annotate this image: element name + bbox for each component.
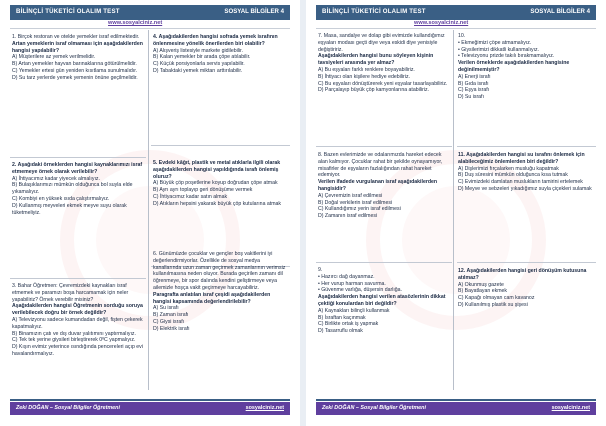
column-divider <box>453 30 454 390</box>
question-stem: 11. Aşağıdakilerden hangisi su israfını önlemek için alabileceğimiz önlemlerden biri değildir? <box>458 152 585 165</box>
divider <box>457 262 596 263</box>
option-d[interactable]: D) Zamanın israf edilmesi <box>318 213 378 220</box>
bullet-item: • Güvenme varlığa, düşersin darlığa. <box>318 287 403 294</box>
page-right <box>306 0 606 426</box>
option-d[interactable]: D) Parçalayıp büyük çöp kamyonlarına atabiliriz. <box>318 87 430 94</box>
website-link[interactable]: www.sosyalciniz.net <box>414 20 469 26</box>
bullet-item: • Her vurup harman savurma. <box>318 280 386 287</box>
header-bar <box>10 5 290 20</box>
option-c[interactable]: C) Eşya israfı <box>458 87 490 94</box>
option-a[interactable]: A) Televizyonu sadece kumandadan değil, fişten çekerek kapatmalıyız. <box>12 316 143 330</box>
divider <box>316 146 452 147</box>
question-3 <box>12 283 144 358</box>
question-5 <box>153 160 288 208</box>
option-a[interactable]: A) Müşterilere az yemek verilmelidir. <box>12 54 96 61</box>
question-stem: 7. Masa, sandalye ve dolap gibi evimizde kullandığımız eşyaları modası geçti diye veya eskidi diye yenisiyle değiştiririz. <box>318 33 445 53</box>
footer-accent <box>10 399 290 401</box>
bullet-item: • Hazırcı dağ dayanmaz. <box>318 273 375 280</box>
bullet-item: • Giysilerimizi dikkatli kullanmalıyız. <box>458 46 540 53</box>
question-1 <box>12 34 144 82</box>
option-a[interactable]: A) Çevremizin israf edilmesi <box>318 192 383 199</box>
footer-bar <box>10 402 290 415</box>
option-d[interactable]: D) Tasarruflu olmak <box>318 328 363 335</box>
question-number: 10. <box>458 33 466 39</box>
column-divider <box>148 30 149 390</box>
option-c[interactable]: C) Birlikte ortak iş yapmak <box>318 321 379 328</box>
option-b[interactable]: B) Binamızın çatı ve dış duvar yalıtımını yaptırmalıyız. <box>12 330 136 337</box>
option-a[interactable]: A) Enerji israfı <box>458 73 491 80</box>
option-b[interactable]: B) Artan yemekler hayvan barınaklarına götürülmelidir. <box>12 61 137 68</box>
divider <box>10 157 146 158</box>
option-a[interactable]: A) Büyük çöp poşetlerine koyup doğrudan çöpe atmak <box>153 180 278 187</box>
question-stem: 3. Bahar Öğretmen: Çevremizdeki kaynakları israf etmemek ve paramızı boşa harcamamak için neler yapabiliriz? Örnek verebilir misiniz? <box>12 283 129 303</box>
option-c[interactable]: C) Evimizdeki damlatan muslukların tamirini ertelemek <box>458 179 583 186</box>
question-6 <box>153 251 288 333</box>
option-b[interactable]: B) Gıda israfı <box>458 80 489 87</box>
divider <box>10 28 290 29</box>
divider <box>151 145 290 146</box>
question-prompt: Artan yemeklerin israf olmaması için aşağıdakilerden hangisi yapılabilir? <box>12 40 143 54</box>
option-a[interactable]: A) İhtiyacımız kadar yiyecek almalıyız. <box>12 175 100 182</box>
subject-label: SOSYAL BİLGİLER 4 <box>224 8 284 15</box>
option-c[interactable]: C) Küçük porsiyonlarla servis yapılabilir. <box>153 61 245 68</box>
question-9 <box>318 267 450 335</box>
page-left <box>0 0 300 426</box>
option-a[interactable]: A) Alışveriş listesiyle markete gidilebilir. <box>153 47 243 54</box>
divider <box>316 28 596 29</box>
question-prompt: Aşağıdakilerden hangisi bunu söyleyen kişinin tavsiyeleri arasında yer almaz? <box>318 53 434 67</box>
option-c[interactable]: C) Giysi israfı <box>153 318 185 325</box>
option-d[interactable]: D) Kullanmış meyveleri ekmek meyve suyu olarak tüketmeliyiz. <box>12 202 127 216</box>
bullet-item: • Ekmeğimizi çöpe atmamalıyız. <box>458 39 532 46</box>
question-stem: 4. Aşağıdakilerden hangisi sofrada yemek israfının önlenmesine yönelik önerilerden biri olabilir? <box>153 34 278 47</box>
option-c[interactable]: C) Kombiyi en yüksek ısıda çalıştırmalıyız. <box>12 195 110 202</box>
footer-link[interactable]: sosyalciniz.net <box>551 405 590 411</box>
divider <box>316 262 452 263</box>
option-d[interactable]: D) Kullanılmış plastik su şişesi <box>458 301 528 308</box>
question-10 <box>458 33 594 101</box>
question-stem: 5. Evdeki kâğıt, plastik ve metal atıklarla ilgili olarak aşağıdakilerden hangisi yapıldığında israfı önlemiş oluruz? <box>153 160 281 180</box>
option-d[interactable]: D) Elektrik israfı <box>153 325 190 332</box>
test-title: BİLİNÇLİ TÜKETİCİ OLALIM TEST <box>16 8 120 15</box>
option-a[interactable]: A) Bu eşyaları farklı renklere boyayabiliriz. <box>318 66 415 73</box>
option-b[interactable]: B) İsraftan kaçınmak <box>318 314 366 321</box>
website-link[interactable]: www.sosyalciniz.net <box>108 20 163 26</box>
question-2 <box>12 162 144 216</box>
option-d[interactable]: D) Su israfı <box>458 94 484 101</box>
option-a[interactable]: A) Okunmuş gazete <box>458 281 504 288</box>
question-stem: 2. Aşağıdaki örneklerden hangisi kaynaklarımızı israf etmemeye örnek olarak verilebilir? <box>12 162 143 175</box>
question-11 <box>458 152 594 193</box>
footer-link[interactable]: sosyalciniz.net <box>245 405 284 411</box>
subject-label: SOSYAL BİLGİLER 4 <box>530 8 590 15</box>
footer-accent <box>316 399 596 401</box>
option-b[interactable]: B) Bayatlayan ekmek <box>458 288 508 295</box>
option-b[interactable]: B) Duş süresini mümkün olduğunca kısa tutmak <box>458 172 568 179</box>
option-b[interactable]: B) Bulaşıklarımızı mümkün olduğunca bol suyla elde yıkamalıyız. <box>12 182 133 196</box>
question-7 <box>318 33 450 94</box>
question-prompt: Paragrafta anlatılan israf çeşidi aşağıdakilerden hangisi kapsamında değerlendirilebilir? <box>153 291 271 305</box>
question-stem: 8. Bazen evlerimizde ve odalarımızda hareket edecek alan kalmıyor. Çocuklar rahat bir şekilde oynayamıyor, misafirler de eşyaların fazlalığından rahat hareket edemiyor. <box>318 152 443 179</box>
option-d[interactable]: D) Atıkların hepsini yakarak büyük çöp kutularına atmak <box>153 200 282 207</box>
divider <box>10 278 146 279</box>
option-a[interactable]: A) Dişlerimizi fırçalarken musluğu kapatmak <box>458 165 559 172</box>
question-12 <box>458 268 594 309</box>
option-c[interactable]: C) Yemekler ertesi gün yeniden kısıtlama sunulmalıdır. <box>12 67 138 74</box>
question-prompt: Aşağıdakilerden hangisi Öğretmenin sorduğu soruya verilebilecek doğru bir örnek değildir? <box>12 303 143 317</box>
option-d[interactable]: D) Su tarz yerlerde yemek yemenin önüne geçilmelidir. <box>12 74 138 81</box>
option-c[interactable]: C) Bu eşyaları dönüştürerek yeni eşyalar tasarlayabiliriz. <box>318 80 448 87</box>
option-b[interactable]: B) Doğal verkilerin israf edilmesi <box>318 199 393 206</box>
question-number: 9. <box>318 267 323 273</box>
option-d[interactable]: D) Tabaktaki yemek miktarı arttırılabilir. <box>153 67 243 74</box>
question-prompt: Aşağıdakilerden hangisi verilen atasözlerinin dikkat çektiği konulardan biri değildir? <box>318 294 446 307</box>
question-prompt: Verilen örneklerde aşağıdakilerden hangisine değinilmemiştir? <box>458 60 570 73</box>
footer-bar <box>316 402 596 415</box>
option-c[interactable]: C) Kullandığımız yerin israf edilmesi <box>318 206 401 213</box>
option-b[interactable]: B) İhtiyacı olan kişilere hediye edebiliriz. <box>318 73 410 80</box>
header-bar <box>316 5 596 20</box>
divider <box>457 146 596 147</box>
option-a[interactable]: A) Kaynakları bilinçli kullanmak <box>318 307 390 314</box>
question-prompt: Verilen ifadede vurgulanan israf aşağıdakilerden hangisidir? <box>318 179 438 192</box>
question-4 <box>153 34 288 75</box>
question-stem: 12. Aşağıdakilerden hangisi geri dönüşüm kutusuna atılmaz? <box>458 268 587 281</box>
test-title: BİLİNÇLİ TÜKETİCİ OLALIM TEST <box>322 8 426 15</box>
option-b[interactable]: B) Ayrı ayrı toplayıp geri dönüşüme vermek <box>153 187 253 194</box>
option-d[interactable]: D) Meyve ve sebzeleri yıkadığımız suyla çiçekleri sulamak <box>458 185 592 192</box>
option-b[interactable]: B) Zaman israfı <box>153 312 189 319</box>
option-c[interactable]: C) Kapağı olmayan cam kavanoz <box>458 295 535 302</box>
option-a[interactable]: A) Su israfı <box>153 305 179 312</box>
author-credit: Zeki DOĞAN – Sosyal Bilgiler Öğretmeni <box>322 405 426 411</box>
option-c[interactable]: C) Tek tek yerine giysileri birleştirerek 0ºC yapmalıyız. <box>12 337 136 344</box>
question-8 <box>318 152 450 220</box>
question-stem: 1. Birçok restoran ve otelde yemekler israf edilmektedir. <box>12 34 140 40</box>
option-c[interactable]: C) İhtiyacımız kadar satın almak <box>153 193 228 200</box>
question-stem: 6. Günümüzde çocuklar ve gençler boş vakitlerini iyi değerlendirmiyorlar. Özellikle de sosyal medya kanallarında uzun zaman geçirmek zamanlarının verimsiz kullanılmasına neden oluyor. Burada geçirilen zamanı dil öğrenmeye, bir spor dalında kendini geliştirmeye veya ailemizle hoşça vakit geçirmeye harcayabiliriz. <box>153 251 286 291</box>
option-d[interactable]: D) Kışın evimiz yeterince ısındığında pencereleri açıp evi havalandırmalıyız. <box>12 344 143 357</box>
author-credit: Zeki DOĞAN – Sosyal Bilgiler Öğretmeni <box>16 405 120 411</box>
bullet-item: • Televizyonu prizde takılı bırakmamalıyız. <box>458 53 555 60</box>
option-b[interactable]: B) Kalan yemekler bir arada çöpe atılabilir. <box>153 54 251 61</box>
